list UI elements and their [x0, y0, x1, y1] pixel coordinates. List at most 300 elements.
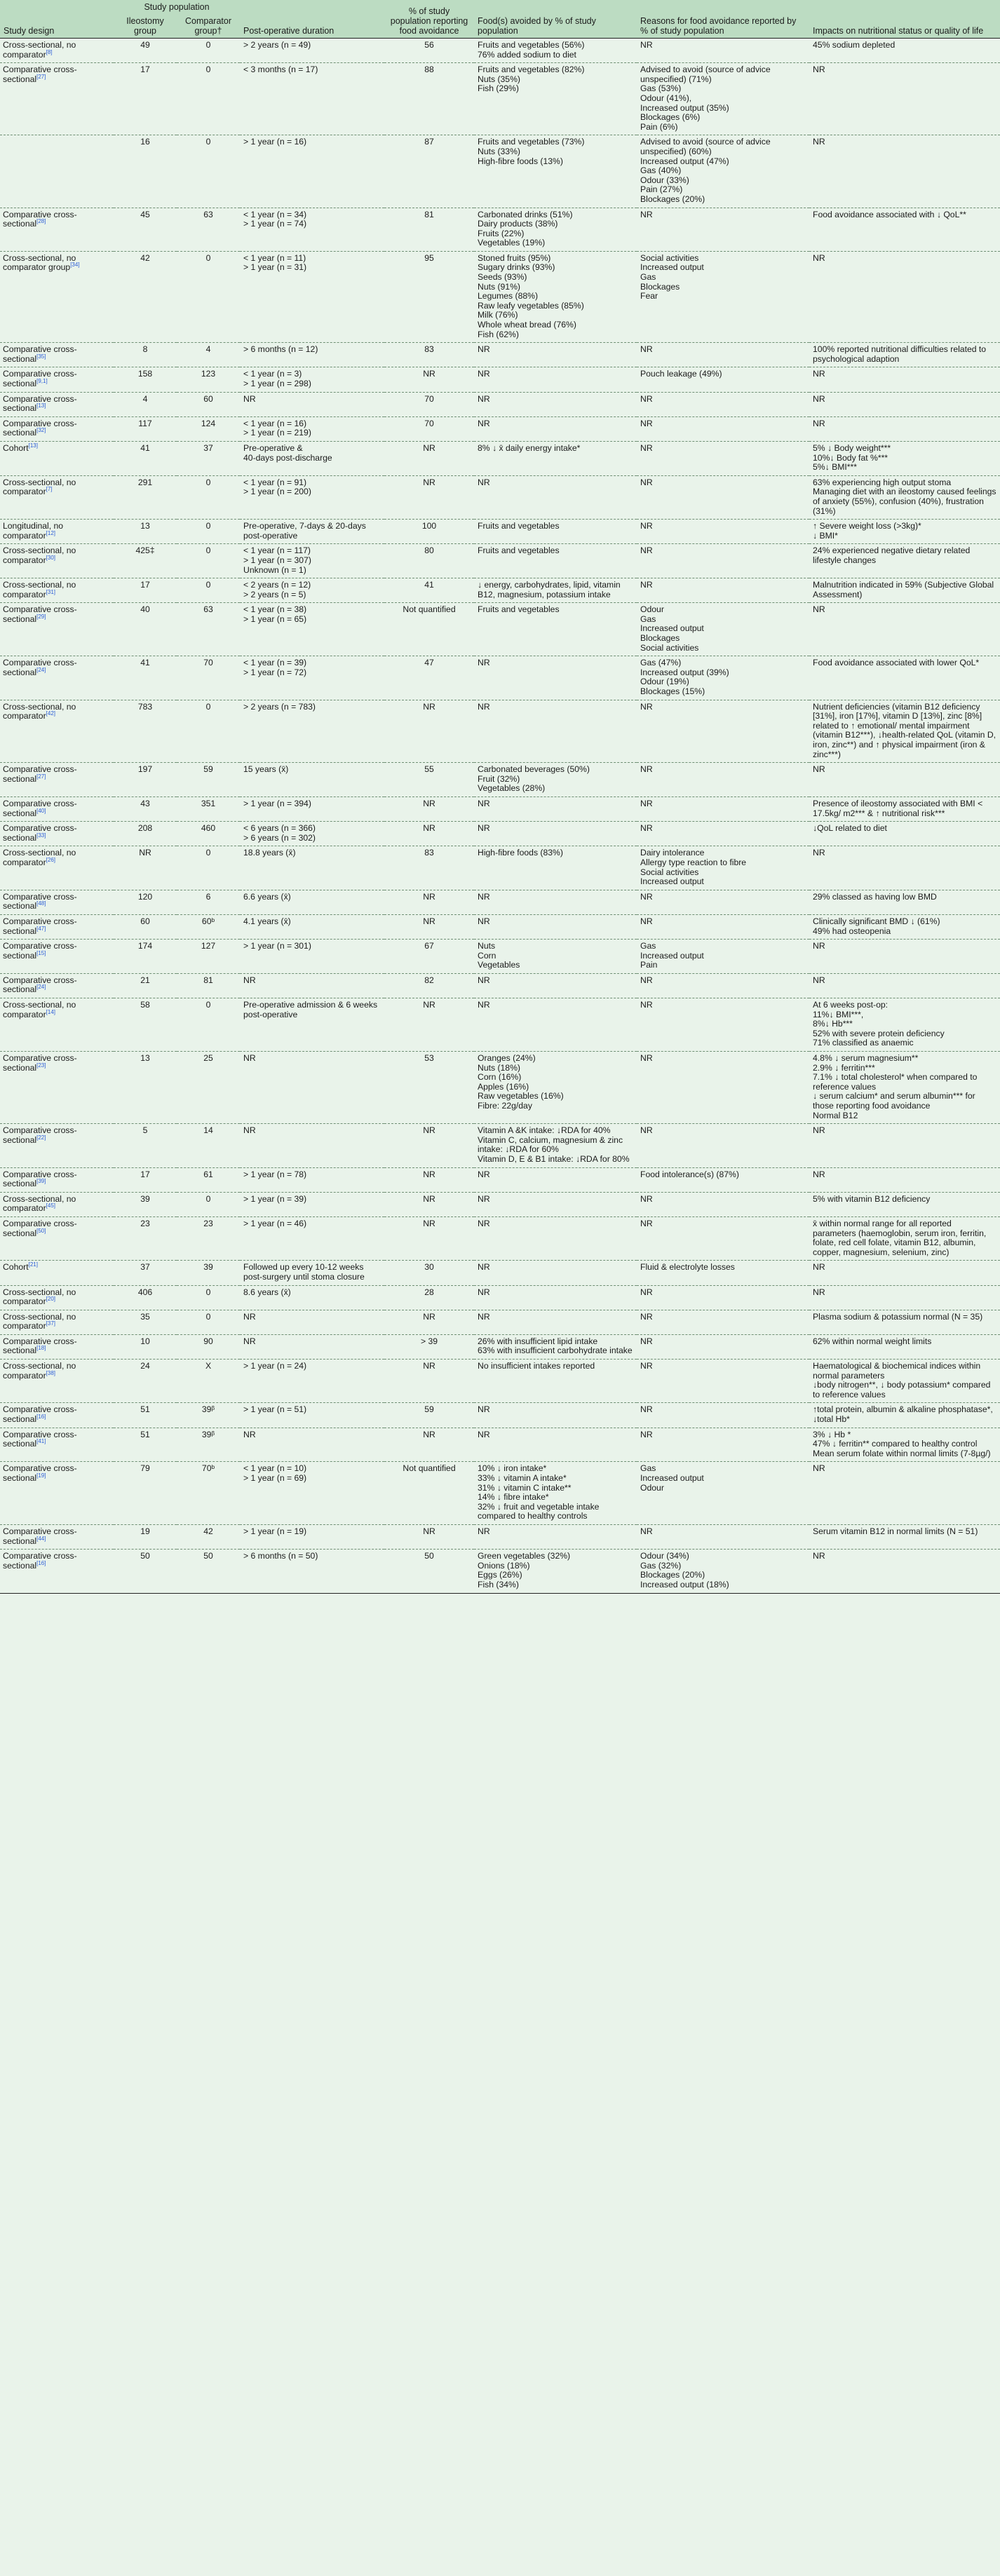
citation-link[interactable]: [40] [36, 807, 46, 814]
citation-link[interactable]: [18] [36, 1345, 46, 1352]
citation-link[interactable]: [23] [36, 1062, 46, 1069]
citation-link[interactable]: [33] [36, 832, 46, 839]
impacts-cell-text: Food avoidance associated with ↓ QoL** [813, 209, 966, 219]
comparator-group-cell [177, 520, 240, 544]
postop-duration-cell [240, 796, 384, 821]
citation-link[interactable]: [7] [46, 486, 53, 493]
reasons-cell [637, 1524, 809, 1549]
foods-avoided-cell-text: NR [478, 1218, 490, 1228]
reasons-cell-text: NR [640, 1526, 653, 1536]
foods-avoided-cell [474, 603, 637, 656]
citation-link[interactable]: [50] [36, 1227, 46, 1234]
header-reasons: Reasons for food avoidance reported by % of study population [637, 0, 809, 39]
study-design-cell-text: Longitudinal, no comparator [3, 521, 64, 541]
study-design-cell [0, 1334, 114, 1359]
header-comparator-group: Comparator group† [177, 14, 240, 39]
citation-link[interactable]: [26] [46, 856, 55, 863]
postop-duration-cell-text: NR [243, 1429, 256, 1439]
impacts-cell [809, 1524, 1000, 1549]
reasons-cell-text: Pouch leakage (49%) [640, 369, 722, 379]
foods-avoided-cell [474, 656, 637, 700]
ileostomy-group-cell [114, 1192, 177, 1216]
comparator-group-cell [177, 973, 240, 998]
ileostomy-group-cell [114, 1428, 177, 1462]
citation-link[interactable]: [37] [46, 1320, 55, 1327]
table-row [0, 822, 1000, 846]
pct-reporting-cell [384, 416, 474, 441]
reasons-cell [637, 251, 809, 342]
reasons-cell-text: NR [640, 545, 653, 556]
citation-link[interactable]: [21] [28, 1261, 38, 1268]
study-design-cell [0, 1403, 114, 1428]
comparator-group-cell [177, 700, 240, 763]
comparator-group-cell-text: 0 [205, 1311, 211, 1322]
study-design-cell-text: Cohort [3, 1262, 29, 1273]
impacts-cell [809, 416, 1000, 441]
citation-link[interactable]: [13] [36, 402, 46, 409]
postop-duration-cell-text: > 1 year (n = 78) [243, 1169, 307, 1179]
pct-reporting-cell [384, 656, 474, 700]
reasons-cell [637, 656, 809, 700]
pct-reporting-cell-text: 67 [424, 941, 434, 951]
impacts-cell-text: Plasma sodium & potassium normal (N = 35) [813, 1311, 983, 1322]
postop-duration-cell-text: 15 years (x̄) [243, 764, 289, 775]
table-row [0, 475, 1000, 519]
reasons-cell-text: NR [640, 521, 653, 531]
foods-avoided-cell-text: NR [478, 823, 490, 834]
table-row [0, 1261, 1000, 1285]
study-design-cell-text: Comparative cross-sectional [3, 1463, 77, 1483]
comparator-group-cell-text: 25 [203, 1053, 213, 1064]
ileostomy-group-cell-text: 41 [140, 442, 150, 453]
impacts-cell-text: 63% experiencing high output stoma Managing diet with an ileostomy caused feelings of anxiety (55%), confusion (40%), frustration (31%) [813, 477, 996, 516]
table-body [0, 39, 1000, 1594]
citation-link[interactable]: [32] [36, 427, 46, 434]
header-foods-avoided: Food(s) avoided by % of study population [474, 0, 637, 39]
table-row [0, 914, 1000, 939]
impacts-cell [809, 914, 1000, 939]
postop-duration-cell-text: > 1 year (n = 16) [243, 137, 307, 147]
reasons-cell-text: NR [640, 344, 653, 355]
impacts-cell-text: 62% within normal weight limits [813, 1336, 932, 1346]
postop-duration-cell-text: NR [243, 975, 256, 985]
citation-link[interactable]: [30] [46, 554, 55, 561]
pct-reporting-cell [384, 1334, 474, 1359]
citation-link[interactable]: [44] [36, 1535, 46, 1542]
pct-reporting-cell-text: 83 [424, 848, 434, 858]
reasons-cell-text: NR [640, 1193, 653, 1204]
study-design-cell [0, 475, 114, 519]
study-design-cell-text: Comparative cross-sectional [3, 891, 77, 911]
comparator-group-cell-text: 0 [205, 477, 211, 487]
comparator-group-cell-text: 124 [201, 418, 216, 428]
postop-duration-cell [240, 1310, 384, 1334]
ileostomy-group-cell [114, 1167, 177, 1192]
foods-avoided-cell-text: NR [478, 1526, 490, 1536]
citation-link[interactable]: [13] [28, 442, 38, 449]
impacts-cell-text: 24% experienced negative dietary related lifestyle changes [813, 545, 971, 565]
ileostomy-group-cell-text: 783 [137, 701, 153, 712]
foods-avoided-cell-text: NR [478, 1287, 490, 1297]
postop-duration-cell-text: < 1 year (n = 117) > 1 year (n = 307) Unknown (n = 1) [243, 545, 311, 575]
study-design-cell-text: Comparative cross-sectional [3, 209, 77, 229]
impacts-cell-text: NR [813, 941, 825, 951]
table-row [0, 1310, 1000, 1334]
postop-duration-cell-text: > 1 year (n = 39) [243, 1193, 307, 1204]
comparator-group-cell-text: 39ᵝ [201, 1429, 215, 1439]
impacts-cell-text: NR [813, 975, 825, 985]
study-design-cell-text: Cross-sectional, no comparator [3, 1361, 76, 1381]
comparator-group-cell [177, 135, 240, 208]
citation-link[interactable]: [22] [36, 1134, 46, 1141]
foods-avoided-cell [474, 914, 637, 939]
reasons-cell-text: NR [640, 1311, 653, 1322]
impacts-cell [809, 1403, 1000, 1428]
foods-avoided-cell [474, 1124, 637, 1167]
comparator-group-cell [177, 392, 240, 416]
pct-reporting-cell-text: 100 [421, 521, 437, 531]
foods-avoided-cell-text: NR [478, 418, 490, 428]
ileostomy-group-cell-text: 41 [140, 658, 150, 668]
table-row [0, 544, 1000, 578]
citation-link[interactable]: [41] [36, 1438, 46, 1445]
postop-duration-cell-text: Pre-operative & 40-days post-discharge [243, 442, 332, 463]
comparator-group-cell-text: 81 [203, 975, 213, 985]
pct-reporting-cell [384, 1192, 474, 1216]
reasons-cell [637, 1124, 809, 1167]
reasons-cell-text: Advised to avoid (source of advice unspecified) (60%) Increased output (47%) Gas (40%) Odour (33%) Pain (27%) Blockages (20%) [640, 137, 771, 204]
study-design-cell [0, 208, 114, 251]
ileostomy-group-cell [114, 796, 177, 821]
foods-avoided-cell [474, 392, 637, 416]
ileostomy-group-cell [114, 251, 177, 342]
study-design-cell [0, 251, 114, 342]
pct-reporting-cell [384, 1216, 474, 1260]
foods-avoided-cell [474, 63, 637, 135]
ileostomy-group-cell [114, 1360, 177, 1403]
pct-reporting-cell-text: 56 [424, 40, 434, 50]
reasons-cell [637, 940, 809, 974]
citation-link[interactable]: [47] [36, 925, 46, 932]
impacts-cell [809, 578, 1000, 603]
postop-duration-cell [240, 1216, 384, 1260]
postop-duration-cell-text: > 6 months (n = 50) [243, 1551, 318, 1561]
reasons-cell [637, 822, 809, 846]
foods-avoided-cell-text: ↓ energy, carbohydrates, lipid, vitamin B12, magnesium, potassium intake [478, 580, 621, 599]
ileostomy-group-cell [114, 1462, 177, 1525]
impacts-cell-text: NR [813, 137, 825, 147]
comparator-group-cell-text: 0 [205, 137, 211, 147]
ileostomy-group-cell [114, 135, 177, 208]
postop-duration-cell-text: < 1 year (n = 11) > 1 year (n = 31) [243, 252, 307, 273]
pct-reporting-cell-text: 83 [424, 344, 434, 355]
citation-link[interactable]: [9,1] [36, 377, 48, 384]
impacts-cell-text: NR [813, 848, 825, 858]
study-design-cell-text: Cross-sectional, no comparator [3, 1193, 76, 1214]
foods-avoided-cell [474, 1261, 637, 1285]
foods-avoided-cell-text: 10% ↓ iron intake* 33% ↓ vitamin A intake* 31% ↓ vitamin C intake** 14% ↓ fibre intake* 32% ↓ fruit and vegetable intake compared to healthy controls [478, 1463, 600, 1521]
table-row [0, 578, 1000, 603]
postop-duration-cell-text: < 1 year (n = 3) > 1 year (n = 298) [243, 369, 311, 388]
comparator-group-cell-text: 60 [203, 393, 213, 404]
study-design-cell [0, 441, 114, 475]
ileostomy-group-cell-text: 37 [140, 1262, 150, 1273]
study-design-cell-text: Comparative cross-sectional [3, 658, 77, 677]
pct-reporting-cell-text: 55 [424, 764, 434, 775]
impacts-cell [809, 135, 1000, 208]
citation-link[interactable]: [16] [36, 1413, 46, 1420]
comparator-group-cell-text: 63 [203, 604, 213, 615]
citation-link[interactable]: [14] [46, 1008, 55, 1015]
reasons-cell [637, 416, 809, 441]
reasons-cell-text: NR [640, 975, 653, 985]
pct-reporting-cell-text: 88 [424, 65, 434, 75]
comparator-group-cell [177, 367, 240, 392]
ileostomy-group-cell-text: 16 [140, 137, 150, 147]
comparator-group-cell-text: 0 [205, 1193, 211, 1204]
postop-duration-cell-text: < 3 months (n = 17) [243, 65, 318, 75]
pct-reporting-cell [384, 39, 474, 63]
citation-link[interactable]: [19] [36, 1472, 46, 1479]
ileostomy-group-cell-text: 208 [137, 823, 153, 834]
reasons-cell-text: NR [640, 916, 653, 926]
study-design-cell [0, 1167, 114, 1192]
citation-link[interactable]: [27] [36, 73, 46, 80]
postop-duration-cell [240, 416, 384, 441]
postop-duration-cell [240, 1334, 384, 1359]
foods-avoided-cell [474, 1285, 637, 1310]
foods-avoided-cell [474, 1550, 637, 1593]
foods-avoided-cell-text: NR [478, 658, 490, 668]
foods-avoided-cell [474, 1334, 637, 1359]
reasons-cell-text: NR [640, 1336, 653, 1346]
impacts-cell [809, 392, 1000, 416]
ileostomy-group-cell [114, 441, 177, 475]
citation-link[interactable]: [31] [46, 588, 55, 595]
pct-reporting-cell [384, 1550, 474, 1593]
reasons-cell [637, 1403, 809, 1428]
postop-duration-cell-text: > 2 years (n = 49) [243, 40, 311, 50]
foods-avoided-cell-text: High-fibre foods (83%) [478, 848, 563, 858]
foods-avoided-cell-text: NR [478, 1404, 490, 1415]
study-design-cell-text: Comparative cross-sectional [3, 1125, 77, 1145]
ileostomy-group-cell-text: 23 [140, 1218, 150, 1228]
pct-reporting-cell-text: NR [423, 1218, 435, 1228]
ileostomy-group-cell-text: 51 [140, 1404, 150, 1415]
study-design-cell-text: Cross-sectional, no comparator [3, 477, 76, 497]
postop-duration-cell [240, 1403, 384, 1428]
reasons-cell [637, 135, 809, 208]
study-design-cell [0, 1216, 114, 1260]
postop-duration-cell [240, 208, 384, 251]
pct-reporting-cell [384, 1124, 474, 1167]
pct-reporting-cell [384, 822, 474, 846]
impacts-cell-text: NR [813, 604, 825, 615]
ileostomy-group-cell [114, 39, 177, 63]
comparator-group-cell [177, 1334, 240, 1359]
citation-link[interactable]: [48] [36, 900, 46, 907]
reasons-cell [637, 520, 809, 544]
impacts-cell [809, 796, 1000, 821]
impacts-cell-text: Haematological & biochemical indices within normal parameters ↓body nitrogen**, ↓ body potassium* compared to reference values [813, 1361, 991, 1399]
postop-duration-cell-text: Pre-operative admission & 6 weeks post-operative [243, 1000, 378, 1019]
reasons-cell-text: NR [640, 701, 653, 712]
citation-link[interactable]: [45] [46, 1202, 55, 1209]
study-design-cell [0, 63, 114, 135]
postop-duration-cell-text: < 1 year (n = 10) > 1 year (n = 69) [243, 1463, 307, 1483]
citation-link[interactable]: [16] [36, 1559, 46, 1566]
foods-avoided-cell [474, 208, 637, 251]
postop-duration-cell [240, 251, 384, 342]
postop-duration-cell-text: NR [243, 1311, 256, 1322]
comparator-group-cell [177, 251, 240, 342]
postop-duration-cell [240, 656, 384, 700]
postop-duration-cell-text: NR [243, 1336, 256, 1346]
citation-link[interactable]: [8] [46, 48, 53, 55]
postop-duration-cell-text: > 1 year (n = 24) [243, 1361, 307, 1371]
foods-avoided-cell-text: NR [478, 477, 490, 487]
table-row [0, 998, 1000, 1052]
postop-duration-cell-text: 6.6 years (x̄) [243, 891, 291, 902]
citation-link[interactable]: [34] [70, 262, 80, 269]
foods-avoided-cell-text: NR [478, 1429, 490, 1439]
citation-link[interactable]: [20] [46, 1296, 55, 1303]
comparator-group-cell-text: X [205, 1361, 212, 1371]
ileostomy-group-cell [114, 914, 177, 939]
ileostomy-group-cell-text: 60 [140, 916, 150, 926]
reasons-cell-text: NR [640, 1218, 653, 1228]
impacts-cell [809, 367, 1000, 392]
ileostomy-group-cell-text: 42 [140, 252, 150, 263]
table-row [0, 603, 1000, 656]
ileostomy-group-cell [114, 1334, 177, 1359]
study-design-cell-text: Cross-sectional, no comparator group [3, 252, 76, 273]
pct-reporting-cell-text: NR [423, 1311, 435, 1322]
foods-avoided-cell-text: No insufficient intakes reported [478, 1361, 595, 1371]
comparator-group-cell-text: 61 [203, 1169, 213, 1179]
pct-reporting-cell [384, 1310, 474, 1334]
citation-link[interactable]: [27] [36, 773, 46, 780]
citation-link[interactable]: [35] [36, 353, 46, 360]
impacts-cell [809, 890, 1000, 914]
reasons-cell [637, 846, 809, 890]
pct-reporting-cell [384, 890, 474, 914]
header-study-design: Study design [0, 0, 114, 39]
foods-avoided-cell-text: Fruits and vegetables (82%) Nuts (35%) Fish (29%) [478, 65, 585, 94]
ileostomy-group-cell-text: 21 [140, 975, 150, 985]
pct-reporting-cell [384, 135, 474, 208]
table-row [0, 520, 1000, 544]
pct-reporting-cell-text: 82 [424, 975, 434, 985]
table-row [0, 135, 1000, 208]
reasons-cell-text: Gas Increased output Odour [640, 1463, 704, 1493]
impacts-cell [809, 656, 1000, 700]
study-design-cell-text: Comparative cross-sectional [3, 975, 77, 995]
pct-reporting-cell-text: NR [423, 1000, 435, 1010]
comparator-group-cell [177, 1550, 240, 1593]
study-design-cell [0, 1124, 114, 1167]
table-row [0, 1167, 1000, 1192]
foods-avoided-cell-text: Fruits and vegetables [478, 604, 560, 615]
header-pct-reporting: % of study population reporting food avoidance [384, 0, 474, 39]
foods-avoided-cell [474, 135, 637, 208]
pct-reporting-cell [384, 251, 474, 342]
comparator-group-cell-text: 70ᵇ [201, 1463, 215, 1474]
ileostomy-group-cell-text: 117 [138, 418, 152, 428]
citation-link[interactable]: [15] [36, 949, 46, 956]
study-design-cell [0, 973, 114, 998]
table-row [0, 1052, 1000, 1124]
impacts-cell [809, 998, 1000, 1052]
reasons-cell [637, 208, 809, 251]
foods-avoided-cell [474, 544, 637, 578]
study-design-cell-text: Comparative cross-sectional [3, 393, 77, 414]
citation-link[interactable]: [28] [36, 218, 46, 225]
citation-link[interactable]: [29] [36, 613, 46, 620]
comparator-group-cell-text: 39ᵝ [201, 1404, 215, 1415]
citation-link[interactable]: [12] [46, 529, 55, 536]
foods-avoided-cell-text: Carbonated drinks (51%) Dairy products (38%) Fruits (22%) Vegetables (19%) [478, 209, 573, 248]
study-design-cell [0, 763, 114, 797]
table-row [0, 208, 1000, 251]
pct-reporting-cell-text: NR [423, 477, 435, 487]
study-design-cell-text: Comparative cross-sectional [3, 798, 77, 818]
reasons-cell [637, 1462, 809, 1525]
impacts-cell [809, 63, 1000, 135]
pct-reporting-cell [384, 796, 474, 821]
citation-link[interactable]: [39] [36, 1178, 46, 1185]
study-design-cell [0, 544, 114, 578]
citation-link[interactable]: [42] [46, 710, 55, 717]
ileostomy-group-cell-text: 406 [137, 1287, 153, 1297]
comparator-group-cell [177, 1462, 240, 1525]
comparator-group-cell-text: 60ᵇ [201, 916, 215, 926]
pct-reporting-cell [384, 544, 474, 578]
study-design-cell-text: Cross-sectional, no comparator [3, 1287, 76, 1307]
study-design-cell-text: Comparative cross-sectional [3, 1404, 77, 1425]
pct-reporting-cell [384, 1285, 474, 1310]
postop-duration-cell [240, 998, 384, 1052]
reasons-cell-text: NR [640, 1125, 653, 1136]
pct-reporting-cell [384, 1462, 474, 1525]
comparator-group-cell-text: 23 [203, 1218, 213, 1228]
citation-link[interactable]: [24] [36, 984, 46, 991]
postop-duration-cell-text: 8.6 years (x̄) [243, 1287, 291, 1297]
study-design-cell [0, 1428, 114, 1462]
pct-reporting-cell-text: 50 [424, 1551, 434, 1561]
citation-link[interactable]: [38] [46, 1369, 55, 1376]
impacts-cell-text: 100% reported nutritional difficulties related to psychological adaption [813, 344, 987, 364]
comparator-group-cell [177, 475, 240, 519]
pct-reporting-cell [384, 475, 474, 519]
ileostomy-group-cell [114, 1052, 177, 1124]
pct-reporting-cell-text: NR [423, 1193, 435, 1204]
impacts-cell-text: NR [813, 1463, 825, 1474]
citation-link[interactable]: [24] [36, 666, 46, 673]
table-row [0, 763, 1000, 797]
pct-reporting-cell [384, 973, 474, 998]
reasons-cell [637, 914, 809, 939]
pct-reporting-cell-text: NR [423, 823, 435, 834]
ileostomy-group-cell [114, 998, 177, 1052]
comparator-group-cell [177, 544, 240, 578]
ileostomy-group-cell [114, 846, 177, 890]
comparator-group-cell [177, 763, 240, 797]
comparator-group-cell [177, 1192, 240, 1216]
study-design-cell-text: Cross-sectional, no comparator [3, 1000, 76, 1019]
foods-avoided-cell [474, 1167, 637, 1192]
study-design-cell [0, 914, 114, 939]
